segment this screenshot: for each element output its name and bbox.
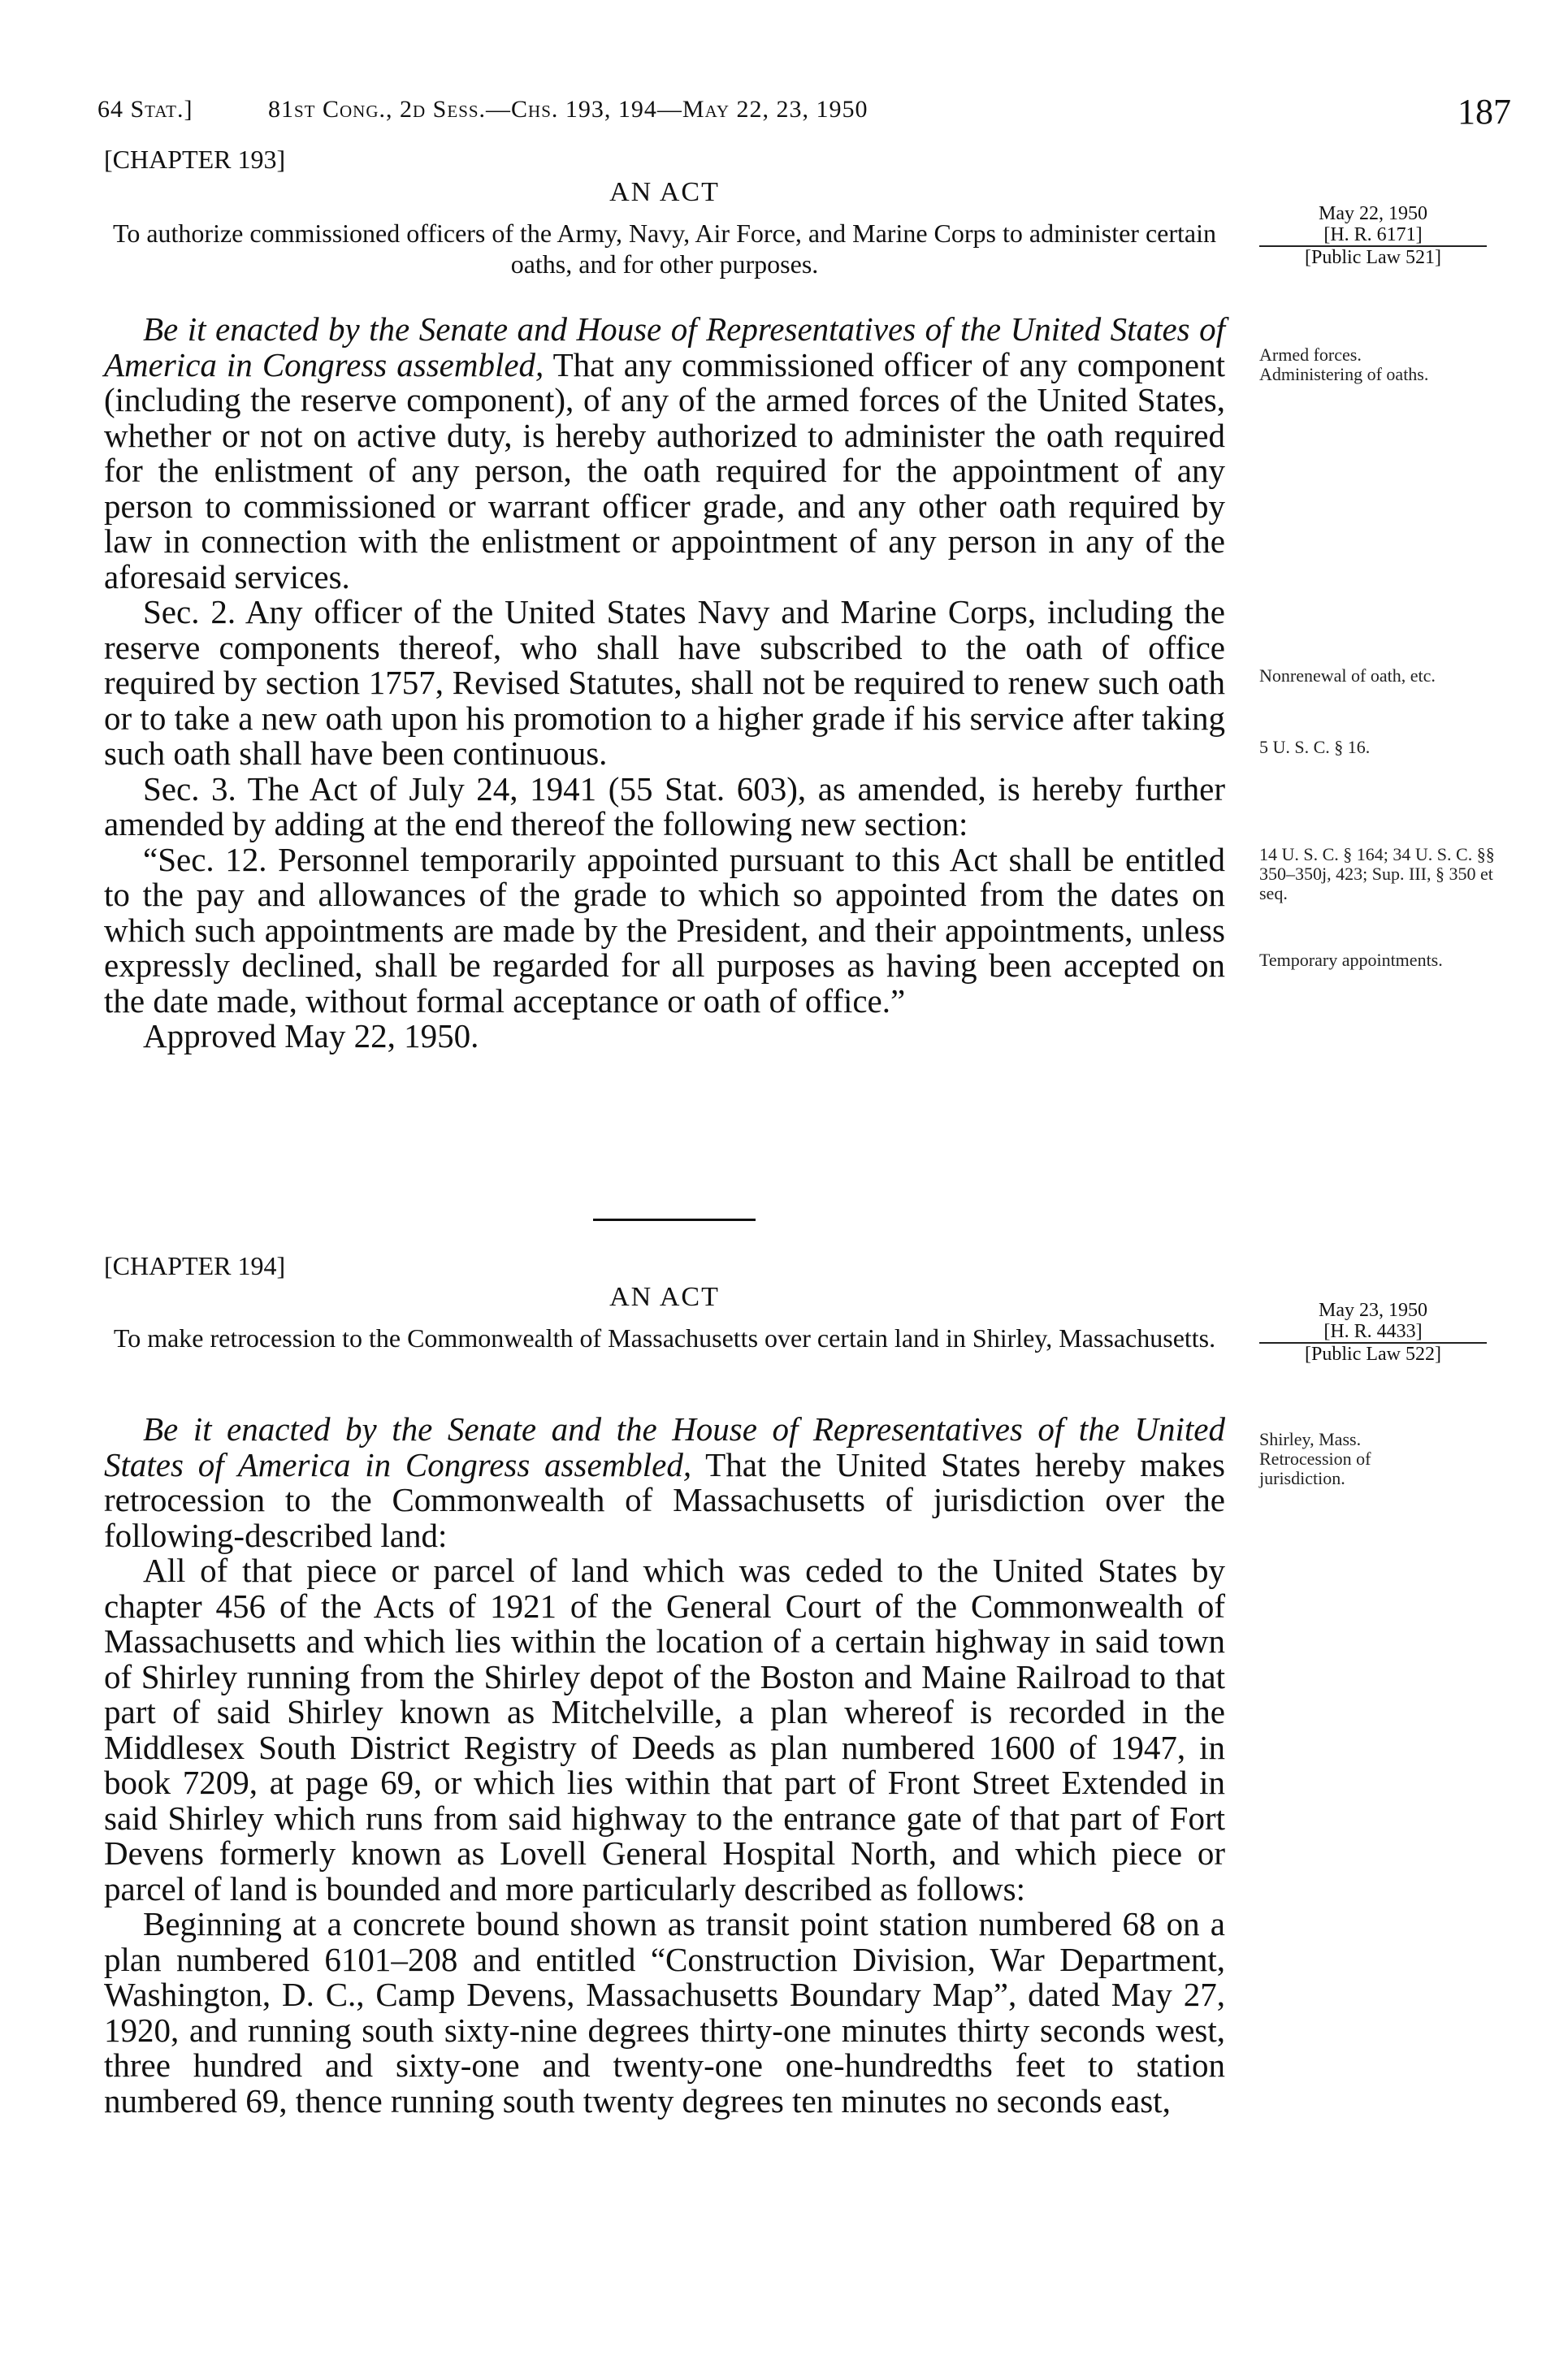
header-volume: 64 Stat.]: [97, 96, 193, 123]
chapter-194-public-law: [Public Law 522]: [1305, 1344, 1441, 1365]
chapter-193-section-1: [104, 312, 1225, 595]
chapter-193-act-label: AN ACT: [609, 177, 720, 207]
chapter-193-date: May 22, 1950: [1319, 203, 1427, 224]
chapter-194-act-label: AN ACT: [609, 1282, 720, 1312]
margin-note-shirley: Shirley, Mass. Retrocession of jurisdiction.: [1259, 1429, 1371, 1488]
chapter-193-approved: Approved May 22, 1950.: [143, 1017, 479, 1054]
chapter-193-margin-box: [1259, 203, 1487, 268]
chapter-193-public-law: [Public Law 521]: [1305, 247, 1441, 268]
chapter-194-margin-box: [1259, 1300, 1487, 1365]
chapter-194-body: [104, 1412, 1225, 2119]
chapter-194-paragraph-2: All of that piece or parcel of land which was ceded to the United States by chapter 456 of the Acts of 1921 of the General Court of the Commonwealth of Massachusetts and which lies within the location of a certain highway in said town of Shirley running from the Shirley depot of the Boston and Maine Railroad to that part of said Shirley known as Mitchelville, a plan whereof is recorded in the Middlesex South District Registry of Deeds as plan numbered 1600 of 1947, in book 7209, at page 69, or which lies within that part of Front Street Extended in said Shirley which runs from said highway to the entrance gate of that part of Fort Devens formerly known as Lovell General Hospital North, and which piece or parcel of land is bounded and more particularly described as follows:: [104, 1552, 1225, 1907]
chapter-194-paragraph-1: [104, 1412, 1225, 1553]
chapter-193-bill: [H. R. 6171]: [1259, 224, 1487, 247]
chapter-194-paragraph-3: Beginning at a concrete bound shown as transit point station numbered 68 on a plan numbered 6101–208 and entitled “Construction Division, War Department, Washington, D. C., Camp Devens, Massachusetts Boundary Map”, dated May 27, 1920, and running south sixty-nine degrees thirty-one minutes thirty seconds west, three hundred and sixty-one and twenty-one one-hundredths feet to station numbered 69, thence running south twenty degrees ten minutes no seconds east,: [104, 1905, 1225, 2120]
margin-note-armed-forces: Armed forces. Administering of oaths.: [1259, 344, 1429, 384]
chapter-194-title: To make retrocession to the Commonwealth of Massachusetts over certain land in Shirley, Massachusetts.: [113, 1323, 1216, 1353]
chapter-194-bill: [H. R. 4433]: [1259, 1321, 1487, 1344]
chapter-194-paragraph-1-text: That the United States hereby makes retrocession to the Commonwealth of Massachusetts of jurisdiction over the following-described land:: [104, 1445, 1225, 1554]
chapter-194-date: May 23, 1950: [1319, 1300, 1427, 1321]
header-session: 81st Cong., 2d Sess.—Chs. 193, 194—May 22, 23, 1950: [268, 96, 868, 123]
margin-note-usc-16: 5 U. S. C. § 16.: [1259, 737, 1371, 757]
margin-note-usc-164: 14 U. S. C. § 164; 34 U. S. C. §§ 350–350j, 423; Sup. III, § 350 et seq.: [1259, 844, 1495, 903]
chapter-193-section-1-text: That any commissioned officer of any component (including the reserve component), of any of the armed forces of the United States, whether or not on active duty, is hereby authorized to administer the oath required for the enlistment of any person, the oath required for the appointment of any person to commissioned or warrant officer grade, and any other oath required by law in connection with the enlistment or appointment of any person in any of the aforesaid services.: [104, 345, 1225, 595]
chapter-193-heading: [CHAPTER 193]: [104, 145, 286, 174]
chapter-193-section-2: Sec. 2. Any officer of the United States Navy and Marine Corps, including the reserve components thereof, who shall have subscribed to the oath of office required by section 1757, Revised Statutes, shall not be required to renew such oath or to take a new oath upon his promotion to a higher grade if his service after taking such oath shall have been continuous.: [104, 593, 1225, 772]
margin-note-nonrenewal: Nonrenewal of oath, etc.: [1259, 665, 1436, 686]
chapter-194-heading: [CHAPTER 194]: [104, 1251, 286, 1280]
chapter-193-body: [104, 312, 1225, 1054]
running-header: [97, 91, 1511, 136]
chapter-194-enacting-clause: Be it enacted by the Senate and the House of Representatives of the United States of America in Congress assembled,: [104, 1410, 1225, 1483]
chapter-193-title: To authorize commissioned officers of the Army, Navy, Air Force, and Marine Corps to administer certain oaths, and for other purposes.: [113, 219, 1216, 279]
chapter-193-section-12: “Sec. 12. Personnel temporarily appointed pursuant to this Act shall be entitled to the pay and allowances of the grade to which so appointed from the dates on which such appointments are made by the President, and their appointments, unless expressly declined, shall be regarded for all purposes as having been accepted on the date made, without formal acceptance or oath of office.”: [104, 840, 1225, 1020]
page-number: 187: [1458, 92, 1511, 132]
chapter-193-enacting-clause: Be it enacted by the Senate and House of Representatives of the United States of America in Congress assembled,: [104, 310, 1225, 383]
chapter-divider-rule: [593, 1219, 756, 1221]
margin-note-temporary: Temporary appointments.: [1259, 950, 1443, 970]
chapter-193-section-3: Sec. 3. The Act of July 24, 1941 (55 Stat. 603), as amended, is hereby further amended by adding at the end thereof the following new section:: [104, 769, 1225, 842]
